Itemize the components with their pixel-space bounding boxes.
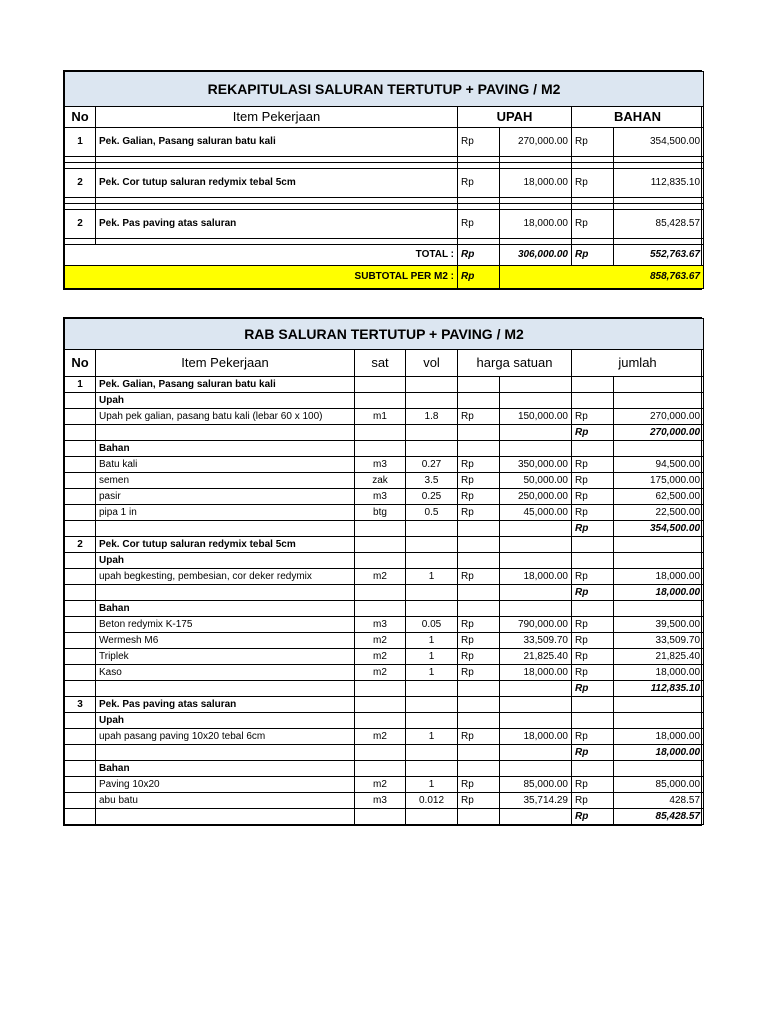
- bahan-label-row: [65, 441, 704, 457]
- upah-total-row: Rp 18,000.00: [65, 745, 704, 761]
- section-number: 1: [65, 377, 96, 393]
- upah-subtotal: 18,000.00: [614, 745, 704, 761]
- rab-header-sat: sat: [355, 350, 406, 377]
- table-row: upah begkesting, pembesian, cor deker redymix m2 1 Rp 18,000.00 Rp 18,000.00: [65, 569, 704, 585]
- rab-header-no: No: [65, 350, 96, 377]
- subtotal-label: SUBTOTAL PER M2 :: [65, 266, 458, 289]
- upah-subtotal: 270,000.00: [614, 425, 704, 441]
- bahan-subtotal: 85,428.57: [614, 809, 704, 825]
- rab-header-harga: harga satuan: [458, 350, 572, 377]
- rekap-row: 2 Pek. Cor tutup saluran redymix tebal 5cm Rp 18,000.00 Rp 112,835.10: [65, 169, 704, 198]
- bahan-subtotal: 354,500.00: [614, 521, 704, 537]
- section-header-row: [65, 697, 704, 713]
- rekap-sheet: [63, 70, 702, 290]
- table-row: upah pasang paving 10x20 tebal 6cm m2 1 Rp 18,000.00 Rp 18,000.00: [65, 729, 704, 745]
- bahan-total-row: Rp 112,835.10: [65, 681, 704, 697]
- section-header-row: [65, 537, 704, 553]
- rab-table: [64, 318, 704, 825]
- rekap-header-upah: UPAH: [458, 107, 572, 128]
- rab-title: RAB SALURAN TERTUTUP + PAVING / M2: [65, 319, 704, 350]
- table-row: Beton redymix K-175 m3 0.05 Rp 790,000.00 Rp 39,500.00: [65, 617, 704, 633]
- table-row: Batu kali m3 0.27 Rp 350,000.00 Rp 94,500.00: [65, 457, 704, 473]
- rekap-total-row: TOTAL : Rp 306,000.00 Rp 552,763.67: [65, 245, 704, 266]
- table-row: Triplek m2 1 Rp 21,825.40 Rp 21,825.40: [65, 649, 704, 665]
- section-title: Pek. Pas paving atas saluran: [96, 697, 355, 713]
- table-row: pasir m3 0.25 Rp 250,000.00 Rp 62,500.00: [65, 489, 704, 505]
- bahan-label-row: [65, 601, 704, 617]
- rekap-row: 1 Pek. Galian, Pasang saluran batu kali Rp 270,000.00 Rp 354,500.00: [65, 128, 704, 157]
- upah-total-row: Rp 18,000.00: [65, 585, 704, 601]
- section-number: 2: [65, 537, 96, 553]
- table-row: Paving 10x20 m2 1 Rp 85,000.00 Rp 85,000.00: [65, 777, 704, 793]
- bahan-label: Bahan: [96, 601, 355, 617]
- bahan-label: Bahan: [96, 441, 355, 457]
- bahan-label: Bahan: [96, 761, 355, 777]
- section-title: Pek. Galian, Pasang saluran batu kali: [96, 377, 355, 393]
- upah-label-row: [65, 553, 704, 569]
- upah-label: Upah: [96, 393, 355, 409]
- rekap-table: [64, 71, 704, 289]
- table-row: abu batu m3 0.012 Rp 35,714.29 Rp 428.57: [65, 793, 704, 809]
- bahan-total-row: Rp 354,500.00: [65, 521, 704, 537]
- rab-header-vol: vol: [406, 350, 458, 377]
- upah-label: Upah: [96, 553, 355, 569]
- rab-body: [65, 377, 704, 825]
- rab-sheet: [63, 317, 702, 826]
- upah-label: Upah: [96, 713, 355, 729]
- rekap-row: 2 Pek. Pas paving atas saluran Rp 18,000.00 Rp 85,428.57: [65, 210, 704, 239]
- rab-header-item: Item Pekerjaan: [96, 350, 355, 377]
- rekap-subtotal-row: SUBTOTAL PER M2 : Rp 858,763.67: [65, 266, 704, 289]
- rekap-header-bahan: BAHAN: [572, 107, 704, 128]
- upah-subtotal: 18,000.00: [614, 585, 704, 601]
- upah-label-row: [65, 713, 704, 729]
- bahan-label-row: [65, 761, 704, 777]
- section-title: Pek. Cor tutup saluran redymix tebal 5cm: [96, 537, 355, 553]
- upah-label-row: [65, 393, 704, 409]
- table-row: Wermesh M6 m2 1 Rp 33,509.70 Rp 33,509.70: [65, 633, 704, 649]
- total-upah: 306,000.00: [500, 245, 572, 266]
- bahan-total-row: Rp 85,428.57: [65, 809, 704, 825]
- table-row: semen zak 3.5 Rp 50,000.00 Rp 175,000.00: [65, 473, 704, 489]
- rekap-title: REKAPITULASI SALURAN TERTUTUP + PAVING / M2: [65, 72, 704, 107]
- upah-total-row: Rp 270,000.00: [65, 425, 704, 441]
- section-header-row: [65, 377, 704, 393]
- total-label: TOTAL :: [65, 245, 458, 266]
- section-number: 3: [65, 697, 96, 713]
- table-row: pipa 1 in btg 0.5 Rp 45,000.00 Rp 22,500.00: [65, 505, 704, 521]
- subtotal-value: 858,763.67: [500, 266, 704, 289]
- table-row: Upah pek galian, pasang batu kali (lebar 60 x 100) m1 1.8 Rp 150,000.00 Rp 270,000.00: [65, 409, 704, 425]
- table-row: Kaso m2 1 Rp 18,000.00 Rp 18,000.00: [65, 665, 704, 681]
- rab-header-jumlah: jumlah: [572, 350, 704, 377]
- rekap-header-no: No: [65, 107, 96, 128]
- total-bahan: 552,763.67: [614, 245, 704, 266]
- bahan-subtotal: 112,835.10: [614, 681, 704, 697]
- rekap-header-item: Item Pekerjaan: [96, 107, 458, 128]
